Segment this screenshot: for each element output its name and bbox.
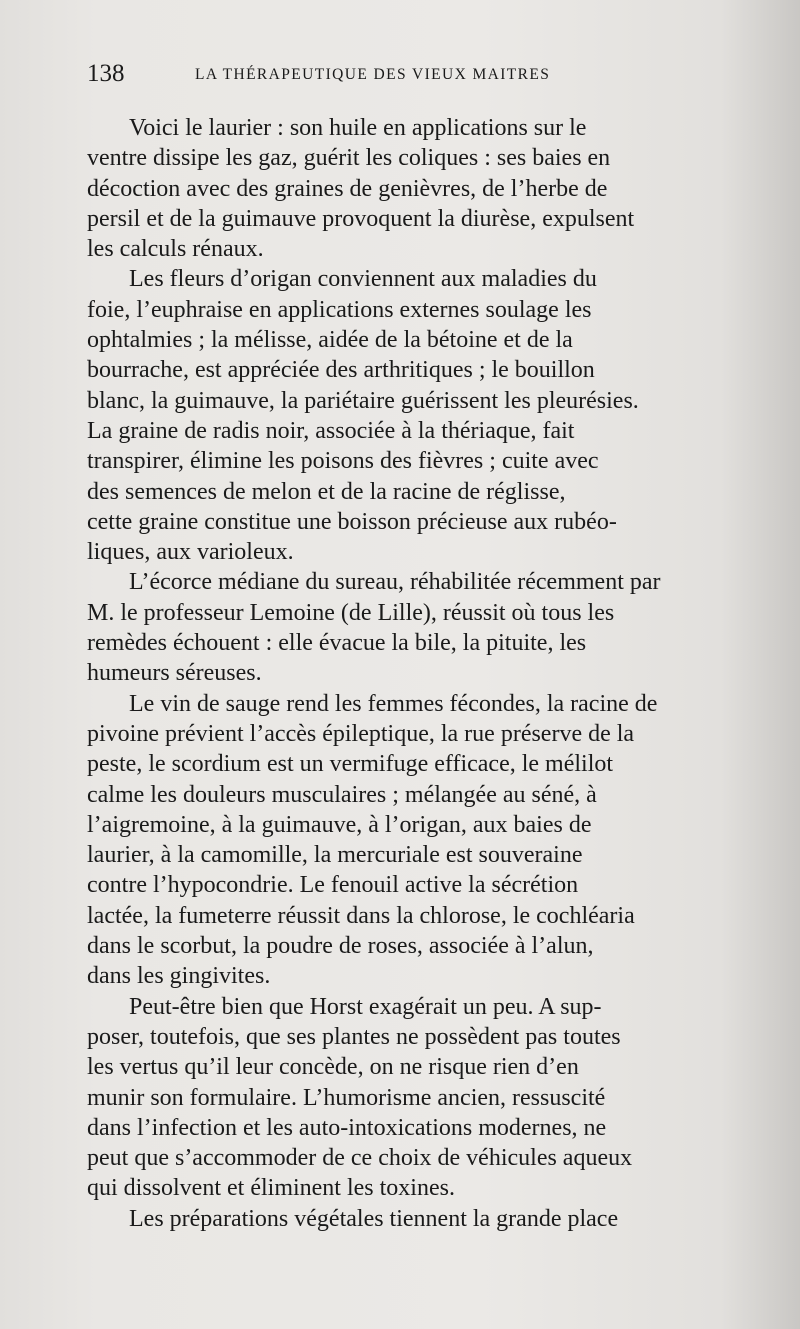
text-line: ophtalmies ; la mélisse, aidée de la bétoine et de la	[87, 327, 573, 354]
text-line: poser, toutefois, que ses plantes ne possèdent pas toutes	[87, 1023, 621, 1050]
text-line: munir son formulaire. L’humorisme ancien, ressuscité	[87, 1084, 606, 1111]
text-line: laurier, à la camomille, la mercuriale est souveraine	[87, 842, 583, 869]
text-line: foie, l’euphraise en applications externes soulage les	[87, 296, 592, 323]
page-number: 138	[87, 60, 125, 87]
text-line: qui dissolvent et éliminent les toxines.	[87, 1175, 455, 1202]
paragraph	[87, 689, 737, 992]
text-line: La graine de radis noir, associée à la thériaque, fait	[87, 417, 575, 444]
text-line: peste, le scordium est un vermifuge efficace, le mélilot	[87, 751, 614, 778]
text-line: dans le scorbut, la poudre de roses, associée à l’alun,	[87, 933, 594, 960]
text-line: dans les gingivites.	[87, 963, 271, 990]
text-line: Voici le laurier : son huile en applications sur le	[129, 115, 587, 141]
text-line: calme les douleurs musculaires ; mélangée au séné, à	[87, 781, 597, 808]
text-line: contre l’hypocondrie. Le fenouil active la sécrétion	[87, 872, 579, 899]
text-line: ventre dissipe les gaz, guérit les coliques : ses baies en	[87, 145, 611, 172]
text-line: pivoine prévient l’accès épileptique, la rue préserve de la	[87, 720, 635, 747]
paragraph	[87, 264, 737, 567]
text-line: L’écorce médiane du sureau, réhabilitée récemment par	[129, 569, 661, 596]
text-line: persil et de la guimauve provoquent la diurèse, expulsent	[87, 205, 635, 232]
text-line: remèdes échouent : elle évacue la bile, la pituite, les	[87, 630, 587, 657]
text-line: Peut-être bien que Horst exagérait un peu. A sup-	[129, 993, 602, 1020]
text-line: des semences de melon et de la racine de réglisse,	[87, 478, 566, 505]
text-line: Les préparations végétales tiennent la grande place	[129, 1205, 619, 1232]
text-line: les vertus qu’il leur concède, on ne risque rien d’en	[87, 1054, 579, 1081]
paragraph	[87, 1204, 737, 1234]
paragraph	[87, 992, 737, 1204]
text-line: Les fleurs d’origan conviennent aux maladies du	[129, 266, 597, 293]
text-line: humeurs séreuses.	[87, 660, 262, 687]
text-line: les calculs rénaux.	[87, 236, 264, 263]
text-line: liques, aux varioleux.	[87, 539, 294, 566]
paragraph	[87, 567, 737, 688]
paragraph	[87, 113, 737, 264]
text-line: cette graine constitue une boisson précieuse aux rubéo-	[87, 508, 617, 535]
text-line: lactée, la fumeterre réussit dans la chlorose, le cochléaria	[87, 902, 635, 929]
text-line: décoction avec des graines de genièvres, de l’herbe de	[87, 175, 608, 202]
page-header	[87, 58, 737, 90]
text-line: l’aigremoine, à la guimauve, à l’origan, aux baies de	[87, 811, 592, 838]
running-title: LA THÉRAPEUTIQUE DES VIEUX MAITRES	[195, 66, 551, 83]
text-line: blanc, la guimauve, la pariétaire guérissent les pleurésies.	[87, 387, 639, 414]
text-line: bourrache, est appréciée des arthritiques ; le bouillon	[87, 357, 595, 384]
body-text	[87, 113, 737, 1234]
text-line: transpirer, élimine les poisons des fièvres ; cuite avec	[87, 448, 599, 475]
text-line: peut que s’accommoder de ce choix de véhicules aqueux	[87, 1145, 633, 1172]
text-line: dans l’infection et les auto-intoxications modernes, ne	[87, 1114, 607, 1141]
text-line: M. le professeur Lemoine (de Lille), réussit où tous les	[87, 599, 615, 626]
text-line: Le vin de sauge rend les femmes fécondes, la racine de	[129, 690, 658, 717]
